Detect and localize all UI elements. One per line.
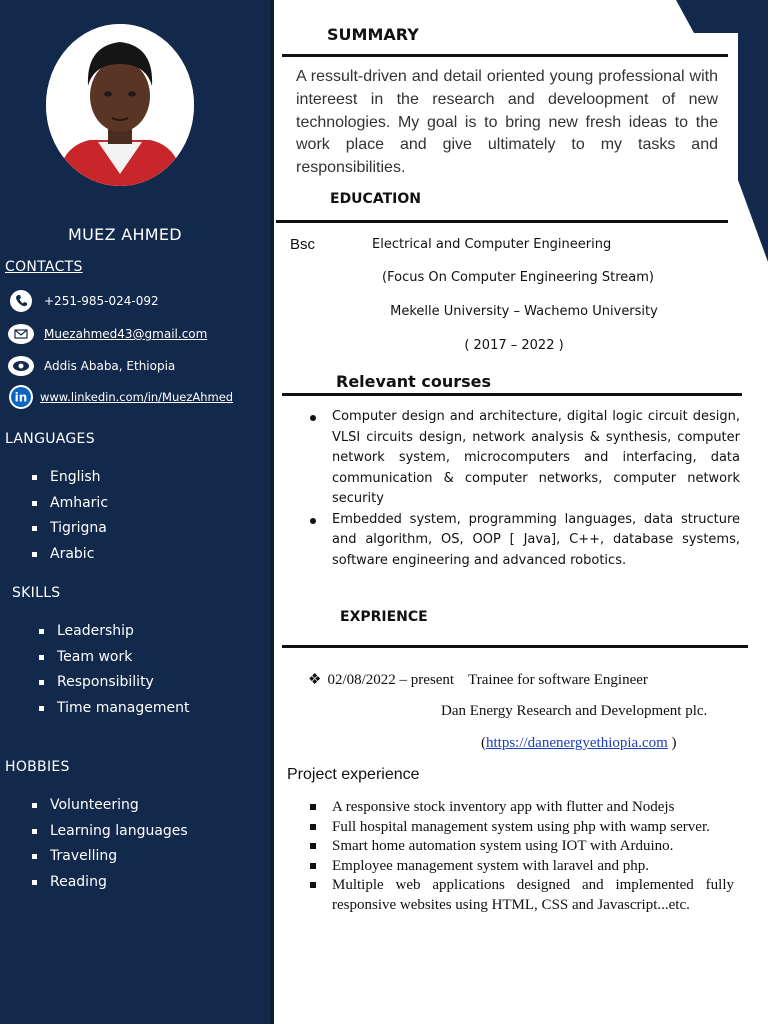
languages-list <box>30 465 108 567</box>
projects-list <box>308 798 734 915</box>
education-years: ( 2017 – 2022 ) <box>464 338 564 353</box>
experience-entry <box>308 670 648 689</box>
portrait-image <box>46 24 194 186</box>
courses-rule <box>282 393 742 396</box>
language-item: Arabic <box>30 542 108 568</box>
contacts-heading: CONTACTS <box>5 259 83 275</box>
contact-phone <box>8 290 159 312</box>
course-item: Computer design and architecture, digital logic circuit design, VLSI circuits design, network analysis & synthesis, computer network system, microcomputers and interfacing, data communication & computer networks, computer network security <box>308 407 740 510</box>
degree-focus: (Focus On Computer Engineering Stream) <box>382 270 654 285</box>
project-item: Full hospital management system using php with wamp server. <box>308 818 734 838</box>
language-item: Tigrigna <box>30 516 108 542</box>
languages-heading: LANGUAGES <box>5 431 95 447</box>
experience-link-line: (https://danenergyethiopia.com ) <box>481 735 677 751</box>
diamond-bullet-icon: ❖ <box>308 672 322 688</box>
course-item: Embedded system, programming languages, data structure and algorithm, OS, OOP [ Java], C++, database systems, software engineering and advanced robotics. <box>308 510 740 572</box>
skill-item: Time management <box>37 696 190 722</box>
phone-number: +251-985-024-092 <box>44 294 159 308</box>
location-icon <box>8 355 34 377</box>
contact-linkedin <box>8 386 233 408</box>
hobby-item: Volunteering <box>30 793 188 819</box>
project-item: Smart home automation system using IOT with Arduino. <box>308 837 734 857</box>
email-link[interactable]: Muezahmed43@gmail.com <box>44 327 208 341</box>
email-icon <box>8 323 34 345</box>
education-heading: EDUCATION <box>330 191 421 207</box>
degree-label: Bsc <box>290 236 316 253</box>
language-item: English <box>30 465 108 491</box>
projects-heading: Project experience <box>287 766 420 783</box>
sidebar-divider <box>270 0 274 1024</box>
project-item: Employee management system with laravel and php. <box>308 857 734 877</box>
summary-rule <box>282 54 728 57</box>
courses-list <box>308 407 740 571</box>
language-item: Amharic <box>30 491 108 517</box>
location-text: Addis Ababa, Ethiopia <box>44 359 176 373</box>
degree-field: Electrical and Computer Engineering <box>372 237 612 252</box>
company-website-link[interactable]: https://danenergyethiopia.com <box>486 735 668 751</box>
phone-icon <box>8 290 34 312</box>
project-item: A responsive stock inventory app with flutter and Nodejs <box>308 798 734 818</box>
project-item: Multiple web applications designed and implemented fully responsive websites using HTML, CSS and Javascript...etc. <box>308 876 734 915</box>
skills-list <box>37 619 190 721</box>
skill-item: Leadership <box>37 619 190 645</box>
contact-location <box>8 355 175 377</box>
summary-heading: SUMMARY <box>327 25 419 44</box>
hobby-item: Reading <box>30 870 188 896</box>
experience-role: Trainee for software Engineer <box>468 672 648 688</box>
profile-photo <box>46 24 194 186</box>
profile-name: MUEZ AHMED <box>68 225 182 244</box>
experience-period: 02/08/2022 – present <box>327 672 455 688</box>
education-rule <box>276 220 728 223</box>
linkedin-badge: in <box>14 390 28 405</box>
hobby-item: Travelling <box>30 844 188 870</box>
skills-heading: SKILLS <box>12 585 61 601</box>
sidebar <box>0 0 270 1024</box>
experience-heading: EXPRIENCE <box>340 609 428 625</box>
experience-company: Dan Energy Research and Development plc. <box>441 703 708 719</box>
summary-text: A ressult-driven and detail oriented young professional with intereest in the research and develoopment of new technologies. My goal is to bring new fresh ideas to the work place and give ultimately to my tasks and responsibilities. <box>296 68 718 177</box>
skill-item: Responsibility <box>37 670 190 696</box>
hobbies-list <box>30 793 188 895</box>
skill-item: Team work <box>37 645 190 671</box>
experience-rule <box>282 645 748 648</box>
linkedin-link[interactable]: www.linkedin.com/in/MuezAhmed <box>40 390 234 404</box>
courses-heading: Relevant courses <box>336 372 491 391</box>
contact-email <box>8 323 207 345</box>
hobbies-heading: HOBBIES <box>5 759 70 775</box>
linkedin-icon <box>8 386 34 408</box>
hobby-item: Learning languages <box>30 819 188 845</box>
university: Mekelle University – Wachemo University <box>390 304 658 319</box>
